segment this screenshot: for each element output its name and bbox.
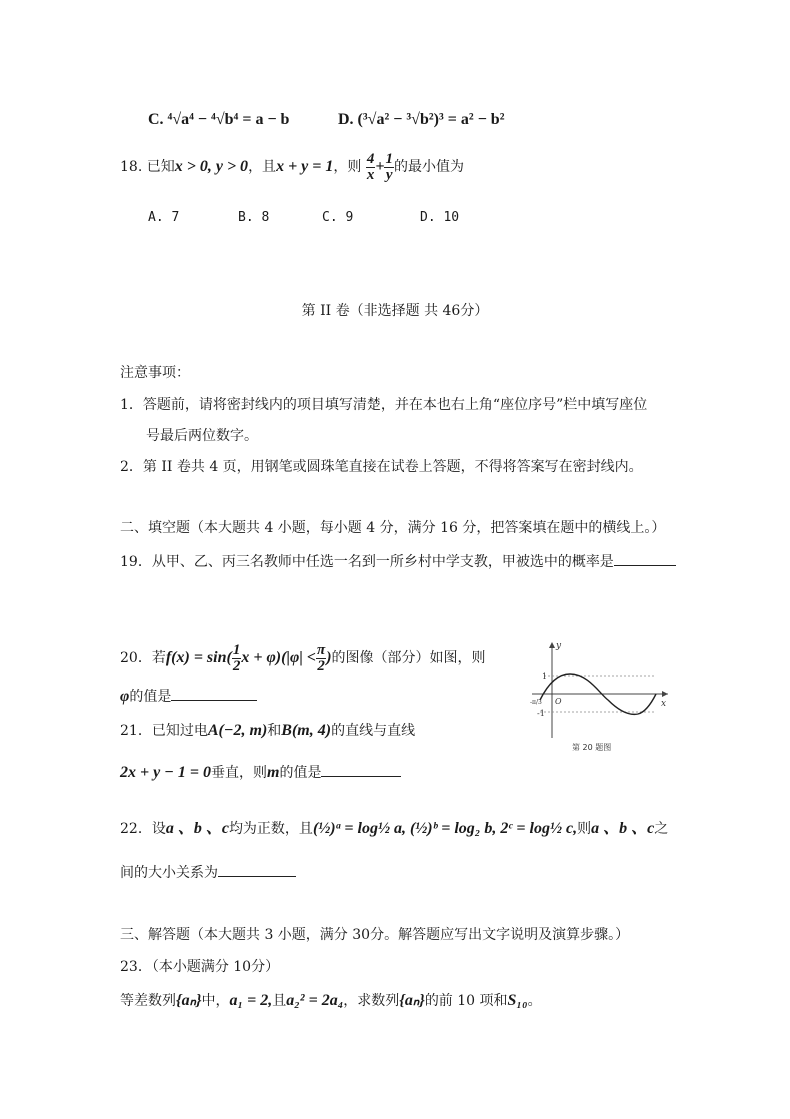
q20-figure [530, 638, 670, 756]
q23-mid4: 的前 10 项和 [424, 993, 508, 1009]
q23-seq-2: {aₙ} [399, 992, 425, 1009]
q22-line-2 [120, 862, 296, 883]
sine-graph [530, 638, 670, 756]
q18-fraction-1 [366, 152, 376, 183]
q22-prefix: 22．设 [120, 821, 166, 837]
q19-answer-blank[interactable] [614, 551, 676, 566]
q20-answer-blank[interactable] [171, 686, 257, 701]
q18-frac2-num: 1 [385, 150, 393, 167]
q21-point-b: B(m, 4) [281, 722, 332, 739]
q18-frac1-den: x [366, 166, 375, 183]
q19-text: 19．从甲、乙、丙三名教师中任选一名到一所乡村中学支教，甲被选中的概率是 [120, 554, 614, 570]
y-label: y [556, 641, 562, 651]
q18-condition: x > 0, y > 0 [174, 158, 249, 175]
q18-option-a: A. 7 [148, 210, 180, 225]
origin-label: O [555, 697, 562, 706]
q20-line-2 [120, 686, 257, 707]
q23-mid2: 且 [272, 993, 287, 1009]
q18-fraction-2 [384, 152, 394, 183]
q22-expression: (½)ᵃ = log½ a, (½)ᵇ = log₂ b, 2ᶜ = log½ c, [312, 820, 578, 837]
q21-answer-blank[interactable] [321, 762, 401, 777]
q22-suffix: 之 [654, 821, 669, 837]
notes-item-1-line-1: 1．答题前，请将密封线内的项目填写清楚，并在本也右上角“座位序号”栏中填写座位 [120, 397, 648, 413]
q20-suffix: 的图像（部分）如图，则 [331, 650, 486, 666]
q23-cond2: a₂² = 2a₄ [286, 992, 344, 1009]
tick-one: 1 [542, 672, 548, 681]
q18-option-b: B. 8 [238, 210, 270, 225]
q18-then: ，则 [333, 159, 362, 175]
q20-func: f(x) = sin( [165, 649, 232, 666]
q21-and: 和 [267, 723, 282, 739]
q22-answer-blank[interactable] [218, 862, 296, 877]
q18-option-c: C. 9 [322, 210, 354, 225]
q18-frac1-num: 4 [366, 150, 375, 167]
question-22 [120, 814, 668, 844]
q18-frac2-den: y [385, 166, 393, 183]
q21-prefix: 21．已知过电 [120, 723, 208, 739]
tick-neg-one: -1 [537, 709, 545, 718]
q20-pi-den: 2 [317, 657, 325, 674]
q20-close: ) [326, 649, 332, 666]
q23-end: 。 [527, 993, 542, 1009]
q18-option-d: D. 10 [420, 210, 460, 225]
q22-line2-text: 间的大小关系为 [120, 865, 218, 881]
q18-suffix: 的最小值为 [393, 159, 464, 175]
notes-heading: 注意事项： [120, 365, 190, 381]
q20-prefix: 20．若 [120, 650, 166, 666]
part-2-heading: 二、填空题（本大题共 4 小题，每小题 4 分，满分 16 分，把答案填在题中的横线上。） [120, 520, 666, 536]
section-2-title: 第 II 卷（非选择题 共 46分） [301, 303, 489, 319]
question-20 [120, 640, 486, 676]
q18-sum: x + y = 1 [276, 158, 334, 175]
q20-half-num: 1 [232, 641, 241, 658]
tick-neg-pi-third: -π/3 [530, 699, 542, 706]
q21-line2-text: 的值是 [279, 765, 322, 781]
q22-mid: 均为正数，且 [228, 821, 313, 837]
part-3-heading: 三、解答题（本大题共 3 小题，满分 30分。解答题应写出文字说明及演算步骤。） [120, 927, 630, 943]
question-18 [120, 150, 464, 184]
q20-pi-num: π [316, 641, 326, 658]
q17-option-c [148, 110, 289, 131]
notes-item-1-line-2: 号最后两位数字。 [146, 428, 258, 444]
q23-mid3: ，求数列 [343, 993, 400, 1009]
q22-then: 则 [577, 821, 592, 837]
q17-option-c-text: C. ⁴√a⁴ − ⁴√b⁴ = a − b [148, 111, 290, 128]
figure-caption: 第 20 题图 [572, 743, 612, 752]
q20-half-den: 2 [232, 657, 241, 674]
q21-point-a: A(−2, m) [207, 722, 268, 739]
q21-suffix: 的直线与直线 [331, 723, 416, 739]
q18-prefix: 18. 已知 [120, 159, 175, 175]
q20-line2-text: 的值是 [129, 689, 172, 705]
q23-seq: {aₙ} [176, 992, 202, 1009]
notes-item-2: 2．第 II 卷共 4 页，用钢笔或圆珠笔直接在试卷上答题，不得将答案写在密封线内。 [120, 459, 643, 475]
x-label: x [661, 699, 667, 709]
question-23 [120, 991, 542, 1011]
q23-mid1: 中， [201, 993, 230, 1009]
y-axis-arrow [549, 642, 555, 648]
q17-option-d [338, 110, 505, 131]
q20-phi: φ [120, 688, 130, 705]
x-axis-arrow [662, 691, 668, 697]
q21-line-equation: 2x + y − 1 = 0 [120, 764, 212, 781]
q21-m: m [267, 764, 280, 781]
q18-plus: + [375, 158, 385, 175]
q23-prefix: 等差数列 [120, 993, 176, 1009]
q23-title: 23．（本小题满分 10分） [120, 959, 280, 975]
q23-sum: S₁₀ [507, 992, 528, 1009]
q21-line-2 [120, 762, 401, 783]
q20-fraction-half [232, 643, 242, 674]
q23-cond: a₁ = 2, [229, 992, 273, 1009]
question-21 [120, 721, 415, 741]
q17-option-d-text: D. (³√a² − ³√b²)³ = a² − b² [338, 111, 505, 128]
q18-mid: ，且 [248, 159, 277, 175]
q20-fraction-pi [316, 643, 326, 674]
q21-line2-mid: 垂直，则 [211, 765, 268, 781]
q22-vars: a 、b 、c [165, 820, 229, 837]
q22-vars-2: a 、b 、c [591, 820, 655, 837]
q20-func-rest: x + φ)(|φ| < [241, 649, 316, 666]
question-19 [120, 551, 676, 572]
